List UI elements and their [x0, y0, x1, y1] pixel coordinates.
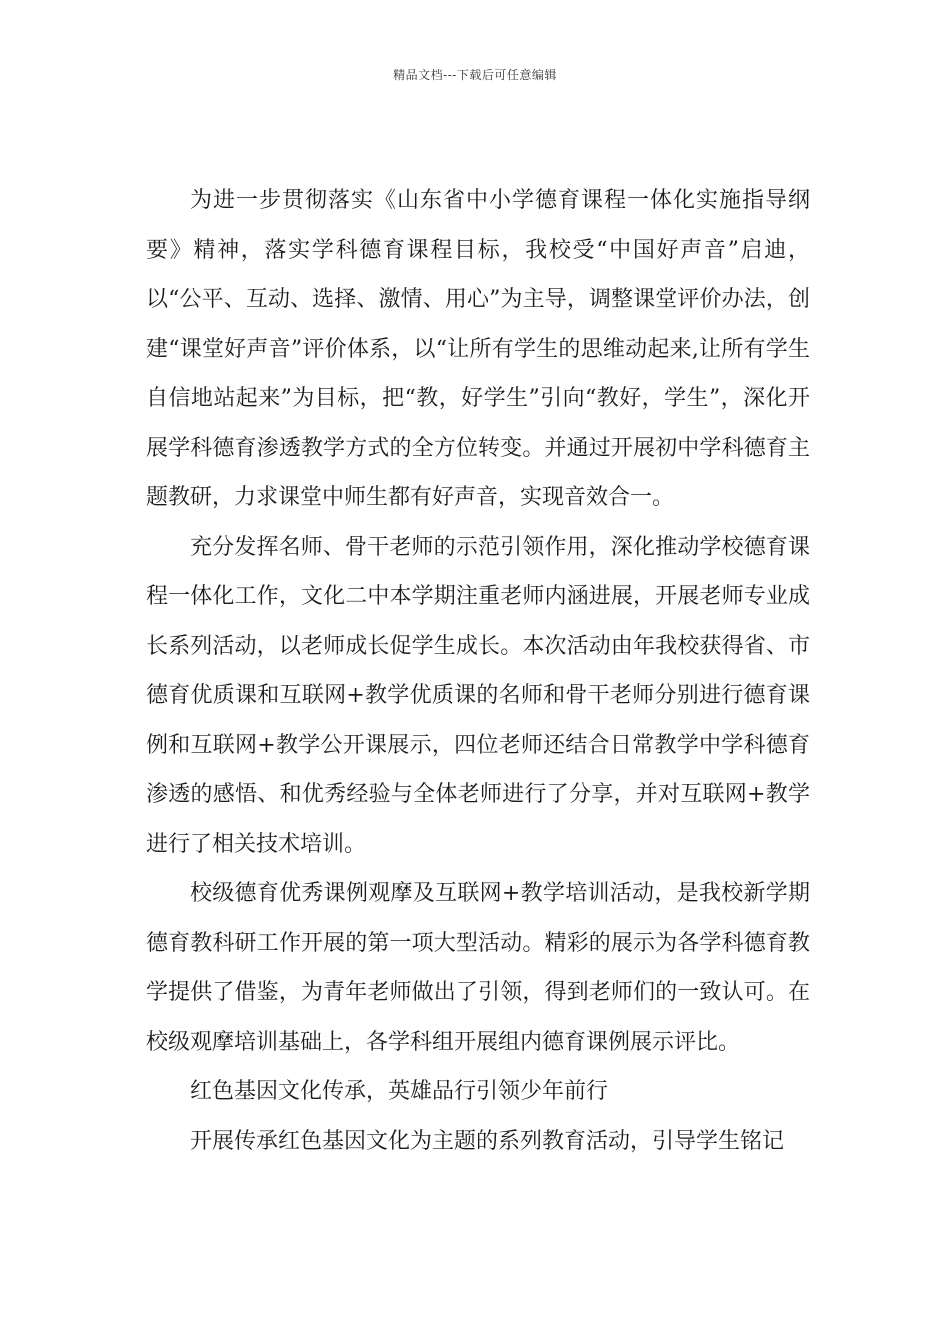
document-body	[146, 176, 810, 1166]
paragraph-4: 开展传承红色基因文化为主题的系列教育活动，引导学生铭记	[190, 1128, 785, 1154]
paragraph-2: 充分发挥名师、骨干老师的示范引领作用，深化推动学校德育课程一体化工作，文化二中本学期注重老师内涵进展，开展老师专业成长系列活动，以老师成长促学生成长。本次活动由年我校获得省、市德育优质课和互联网+教学优质课的名师和骨干老师分别进行德育课例和互联网+教学公开课展示，四位老师还结合日常教学中学科德育渗透的感悟、和优秀经验与全体老师进行了分享，并对互联网+教学进行了相关技术培训。	[146, 534, 810, 857]
paragraph-3: 校级德育优秀课例观摩及互联网+教学培训活动，是我校新学期德育教科研工作开展的第一项大型活动。精彩的展示为各学科德育教学提供了借鉴，为青年老师做出了引领，得到老师们的一致认可。在校级观摩培训基础上，各学科组开展组内德育课例展示评比。	[146, 881, 810, 1055]
page-header: 精品文档---下载后可任意编辑	[393, 68, 557, 82]
paragraph-1: 为进一步贯彻落实《山东省中小学德育课程一体化实施指导纲要》精神，落实学科德育课程目标，我校受“中国好声音”启迪，以“公平、互动、选择、激情、用心”为主导，调整课堂评价办法，创建“课堂好声音”评价体系，以“让所有学生的思维动起来,让所有学生自信地站起来”为目标，把“教，好学生”引向“教好，学生”，深化开展学科德育渗透教学方式的全方位转变。并通过开展初中学科德育主题教研，力求课堂中师生都有好声音，实现音效合一。	[146, 188, 810, 510]
section-heading: 红色基因文化传承，英雄品行引领少年前行	[190, 1079, 609, 1104]
